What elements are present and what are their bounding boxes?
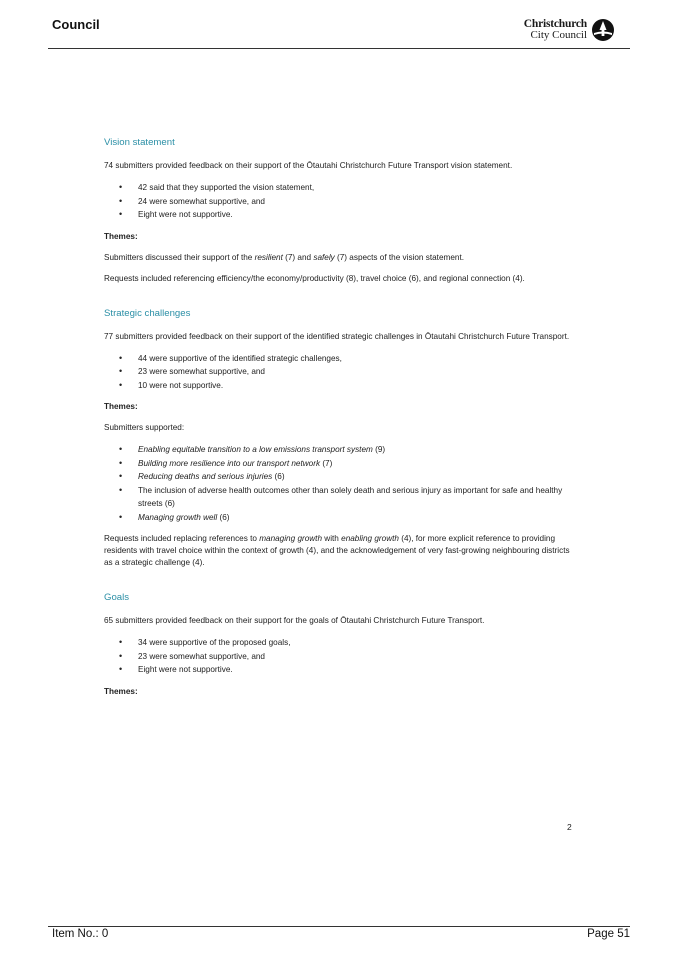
italic-term: resilient [254, 252, 283, 262]
section-heading-goals: Goals [104, 592, 130, 603]
challenges-requests-paragraph [104, 533, 574, 569]
list-item [104, 511, 574, 525]
list-item: • Eight were not supportive. [104, 663, 574, 677]
text-run: (9) [372, 445, 386, 454]
text-run: with [322, 534, 342, 543]
footer-item-number: Item No.: 0 [52, 928, 109, 940]
list-item: • 34 were supportive of the proposed goals, [104, 636, 574, 650]
italic-term: safely [313, 252, 335, 262]
list-item: • 23 were somewhat supportive, and [104, 365, 574, 379]
text-run: (7) and [282, 252, 314, 262]
header-divider [48, 48, 630, 49]
text-run: (4), for more explicit reference to providing residents with travel choice within the context of growth (4), and the acknowledgement of very fast-growing neighbouring districts as a strategic challenge (4). [104, 534, 570, 567]
text-run: Submitters discussed their support of the [104, 252, 255, 262]
list-item: • 23 were somewhat supportive, and [104, 650, 574, 664]
challenges-bullet-list [104, 352, 574, 393]
logo-text [524, 19, 587, 41]
themes-label: Themes: [104, 402, 138, 411]
goals-bullet-list [104, 636, 574, 677]
italic-term: managing growth [259, 534, 323, 543]
list-item: • Eight were not supportive. [104, 208, 574, 222]
logo-line-1: Christchurch [523, 18, 587, 30]
page-body [104, 137, 574, 707]
text-run: Requests included replacing references to [104, 534, 260, 543]
list-item: • 44 were supportive of the identified strategic challenges, [104, 352, 574, 366]
italic-term: Reducing deaths and serious injuries [138, 472, 273, 481]
footer-page-number: Page 51 [587, 928, 630, 940]
list-item [104, 484, 574, 511]
goals-intro: 65 submitters provided feedback on their support for the goals of Ōtautahi Christchurch Future Transport. [104, 616, 485, 625]
logo-line-2: City Council [530, 29, 587, 41]
italic-term: enabling growth [341, 534, 399, 543]
italic-term: Enabling equitable transition to a low emissions transport system [138, 445, 373, 454]
list-item: • 42 said that they supported the vision statement, [104, 181, 574, 195]
text-run: (7) [320, 458, 333, 468]
list-item: • 24 were somewhat supportive, and [104, 195, 574, 209]
text-run: (6) [217, 512, 230, 522]
challenges-intro: 77 submitters provided feedback on their support of the identified strategic challenges in Ōtautahi Christchurch Future Transport. [104, 331, 570, 341]
list-item [104, 443, 574, 457]
text-run: (6) [272, 472, 285, 481]
supported-list [104, 443, 574, 524]
vision-intro: 74 submitters provided feedback on their support of the Ōtautahi Christchurch Future Transport vision statement. [104, 161, 513, 170]
inner-page-number: 2 [567, 822, 572, 832]
vision-theme-paragraph [104, 252, 574, 264]
cathedral-emblem-icon [591, 18, 615, 42]
themes-label: Themes: [104, 231, 138, 241]
vision-requests-paragraph: Requests included referencing efficiency/the economy/productivity (8), travel choice (6), and regional connection (4). [104, 273, 525, 283]
section-heading-vision: Vision statement [104, 137, 175, 148]
text-run: (7) aspects of the vision statement. [334, 252, 464, 262]
list-item [104, 470, 574, 484]
list-item: • 10 were not supportive. [104, 379, 574, 393]
vision-bullet-list [104, 181, 574, 222]
themes-label: Themes: [104, 686, 138, 696]
document-header-title: Council [52, 17, 100, 32]
list-item [104, 457, 574, 471]
council-logo [524, 17, 615, 43]
italic-term: Managing growth well [138, 512, 218, 522]
text-run: The inclusion of adverse health outcomes other than solely death and serious injury as important for safe and healthy streets (6) [138, 485, 563, 508]
section-heading-challenges: Strategic challenges [104, 307, 191, 319]
footer-divider [48, 926, 630, 927]
italic-term: Building more resilience into our transport network [138, 458, 321, 468]
supported-intro: Submitters supported: [104, 423, 185, 432]
